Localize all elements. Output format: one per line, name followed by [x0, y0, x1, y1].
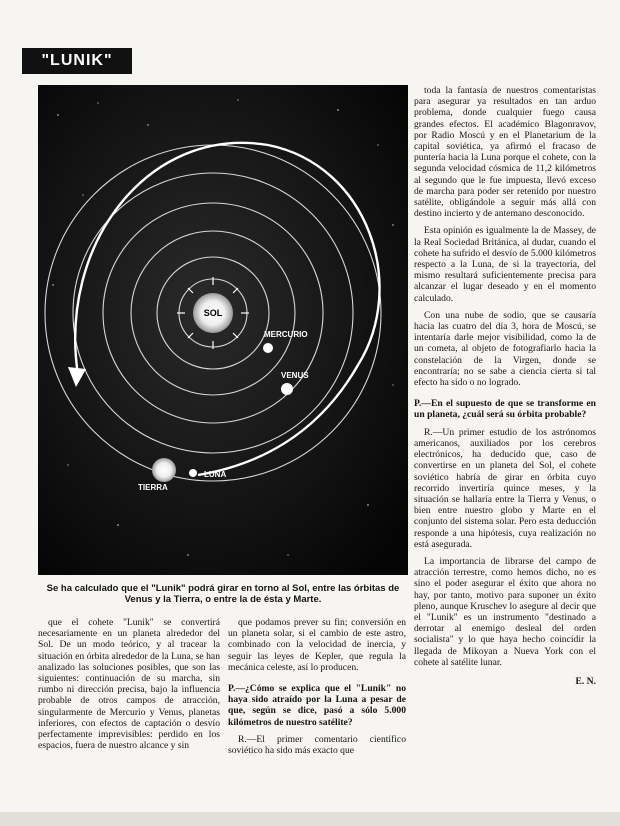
moon-label: LUNA — [204, 470, 227, 479]
paragraph: Con una nube de sodio, que se causaría hacia las cuatro del día 3, hora de Moscú, se intentaría darle mejor visibilidad, como la de un cometa, al objeto de fotografiarlo hacia la constelación de la Virgen, donde se encontraría; no se sabe a ciencia cierta si tal efecto ha sido o no logrado. — [414, 309, 596, 389]
moon — [189, 469, 197, 477]
venus-planet — [281, 383, 293, 395]
earth-label: TIERRA — [138, 483, 168, 492]
paragraph: La importancia de librarse del campo de atracción terrestre, como hemos dicho, no es sino el poder asegurar el éxito que ahora no hay, por tanto, motivo para suponer un éxito pleno, aunque Kruschev lo asegure al decir que el "Lunik" es un instrumento "destinado a derrotar al enemigo desleal del orden socialista" y lo que haya hecho coincidir la llegada de Mikoyan a Nueva York con el cohete al satélite lunar. — [414, 555, 596, 668]
solar-system-diagram — [38, 85, 408, 575]
text-column-3 — [414, 85, 596, 693]
venus-label: VENUS — [281, 371, 309, 380]
paragraph: que podamos prever su fin; conversión en un planeta solar, si el cambio de este astro, combinado con la velocidad de inercia, y seguir las leyes de Kepler, que regula la mecánica celeste, así lo producen. — [228, 617, 406, 673]
question: P.—En el supuesto de que se transforme en un planeta, ¿cuál será su órbita probable? — [414, 398, 596, 421]
sun-label: SOL — [203, 308, 223, 318]
text-column-1 — [38, 617, 220, 757]
question: P.—¿Cómo se explica que el "Lunik" no haya sido atraído por la Luna a pesar de que, según se dice, pasó a sólo 5.000 kilómetros de nuestro satélite? — [228, 683, 406, 728]
mercury-label: MERCURIO — [264, 330, 308, 339]
paragraph: que el cohete "Lunik" se convertirá necesariamente en un planeta alrededor del Sol. De un modo teórico, y al tracear la situación en órbita alrededor de la Luna, se han analizado las soluciones posibles, que son las siguientes: continuación de su marcha, sin rumbo ni dirección precisa, bajo la influencia probable de otros campos de atracción, singularmente de Mercurio y Venus, planetas inferiores, con efectos de captación o desvío perfectamente imprevisibles: perdido en los espacios, fuera de nuestro alcance y sin — [38, 617, 220, 752]
article-title: "LUNIK" — [22, 48, 132, 74]
paragraph: toda la fantasía de nuestros comentaristas para asegurar ya resultados en tan arduo problema, donde cualquier fuego causa grandes efectos. El académico Blagonravov, por Radio Moscú y en el Planetarium de la capital soviética, ya afirmó el fracaso de puntería hacia la Luna porque el cohete, con la segunda velocidad cósmica de 11,2 kilómetros al segundo que le fue impuesta, llevó exceso de marcha para poder ser retenido por nuestro satélite, obligándole a seguir más allá con destino incierto y de antemano desconocido. — [414, 85, 596, 220]
earth-planet — [152, 458, 176, 482]
mercury-planet — [263, 343, 273, 353]
answer: R.—Un primer estudio de los astrónomos americanos, auxiliados por los cerebros electrónicos, ha deducido que, caso de convertirse en un planeta del Sol, el cohete soviético habría de girar en órbita cuyo recorrido invertiría quince meses, y la situación se hallaría entre la Tierra y Venus, o bien entre nuestro globo y Marte en el conjunto del sistema solar. Pero esta deducción responde a una hipótesis, cuya realización no está asegurada. — [414, 426, 596, 550]
page-footer-strip — [0, 812, 620, 826]
author-signature: E. N. — [575, 675, 596, 687]
answer: R.—El primer comentario científico soviético ha sido más exacto que — [228, 733, 406, 757]
text-column-2 — [228, 617, 406, 762]
photo-caption: Se ha calculado que el "Lunik" podrá girar en torno al Sol, entre las órbitas de Venus y la Tierra, o entre la de ésta y Marte. — [46, 583, 400, 605]
paragraph: Esta opinión es igualmente la de Massey, de la Real Sociedad Británica, al dudar, cuando el cohete ha sufrido el desvío de 5.000 kilómetros respecto a la Luna, de si la trayectoria, del mismo resultará suficientemente precisa para alcanzar el lugar deseado y en el momento calculado. — [414, 225, 596, 304]
